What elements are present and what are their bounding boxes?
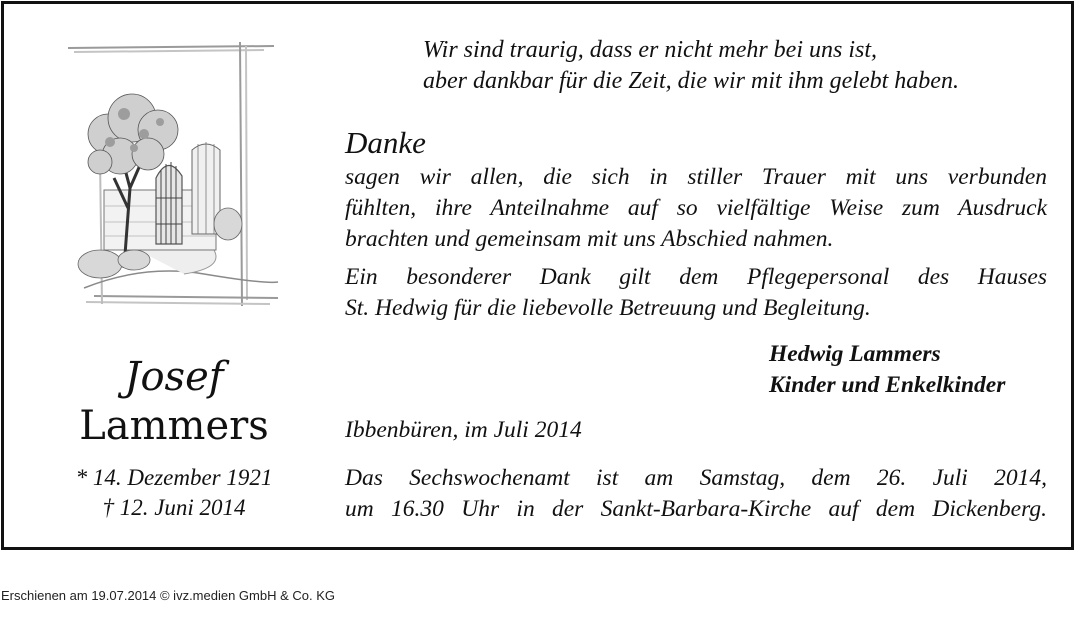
death-date: † 12. Juni 2014 xyxy=(102,495,246,520)
text-line: brachten und gemeinsam mit uns Abschied nahmen. xyxy=(345,226,834,252)
text-line: fühlten, ihre Anteilnahme auf so vielfältige Weise zum Ausdruck xyxy=(345,195,1047,221)
signature-line: Kinder und Enkelkinder xyxy=(769,372,1006,398)
text-line: Ein besonderer Dank gilt dem Pflegepersonal des Hauses xyxy=(345,264,1047,290)
special-thanks-paragraph xyxy=(345,262,1047,324)
signature-block xyxy=(769,339,1005,401)
quote-line: aber dankbar für die Zeit, die wir mit ihm gelebt haben. xyxy=(423,68,959,94)
thanks-heading: Danke xyxy=(345,125,426,160)
birth-date: * 14. Dezember 1921 xyxy=(75,465,273,490)
place-date: Ibbenbüren, im Juli 2014 xyxy=(345,417,582,443)
text-line: St. Hedwig für die liebevolle Betreuung und Begleitung. xyxy=(345,295,871,321)
service-announcement xyxy=(345,463,1047,525)
quote-line: Wir sind traurig, dass er nicht mehr bei uns ist, xyxy=(423,37,878,63)
deceased-first-name: Josef xyxy=(124,354,224,400)
garden-gate-illustration xyxy=(64,38,286,338)
obituary-card xyxy=(1,1,1074,550)
text-line: sagen wir allen, die sich in stiller Trauer mit uns verbunden xyxy=(345,164,1047,190)
publication-footer: Erschienen am 19.07.2014 © ivz.medien GmbH & Co. KG xyxy=(1,588,336,603)
text-line: Das Sechswochenamt ist am Samstag, dem 26. Juli 2014, xyxy=(345,465,1047,491)
text-line: um 16.30 Uhr in der Sankt-Barbara-Kirche auf dem Dickenberg. xyxy=(345,496,1047,522)
deceased-last-name: Lammers xyxy=(79,403,269,449)
memorial-quote xyxy=(423,35,1063,97)
signature-line: Hedwig Lammers xyxy=(769,341,941,367)
thanks-paragraph xyxy=(345,162,1047,255)
